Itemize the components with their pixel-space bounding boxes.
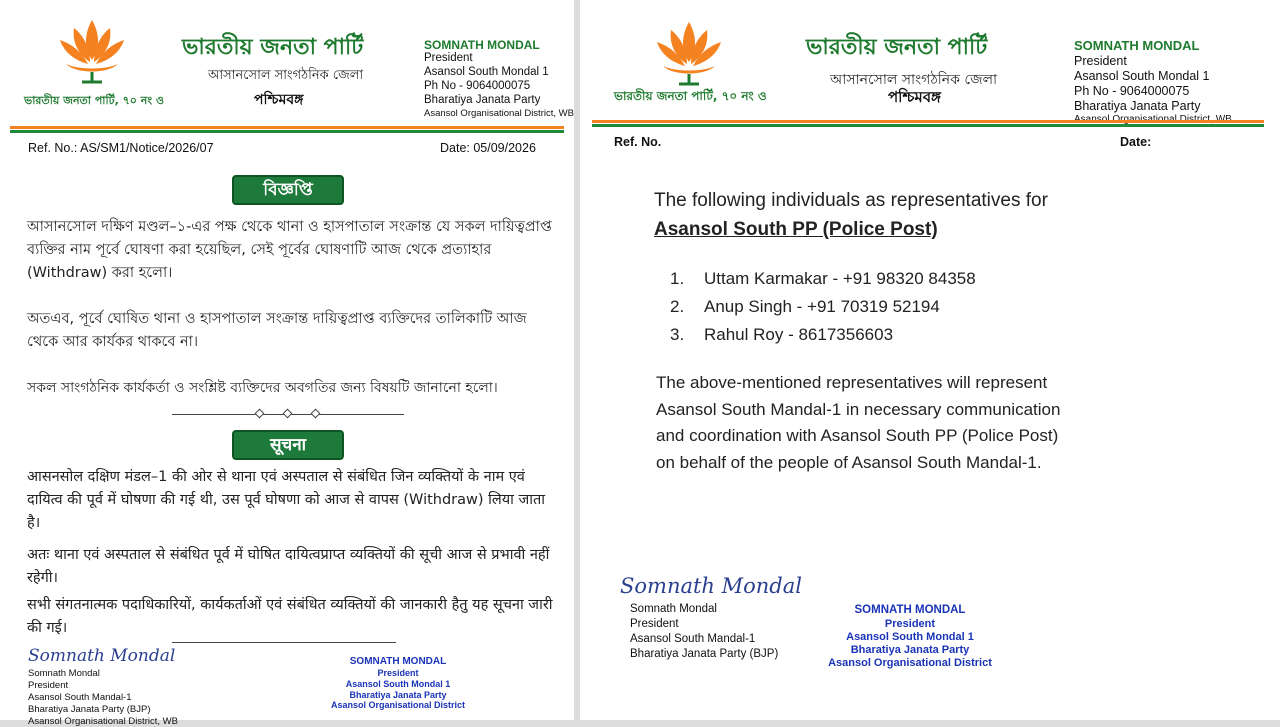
signature-block [630, 602, 778, 662]
sig-line: Somnath Mondal [28, 668, 178, 680]
sig-line: President [28, 680, 178, 692]
section-divider [172, 414, 404, 415]
signature-block [28, 668, 178, 727]
rep-row: 1. Uttam Karmakar - +91 98320 84358 [670, 265, 976, 293]
representatives-list [670, 265, 976, 349]
sig-line: Bharatiya Janata Party (BJP) [630, 647, 778, 662]
notice-page-left [0, 0, 574, 720]
stamp-line: Asansol South Mondal 1 [326, 679, 470, 690]
stamp-line: SOMNATH MONDAL [810, 604, 1010, 618]
footer-divider [172, 642, 396, 643]
ref-number: Ref. No. [614, 135, 661, 149]
rep-item: Anup Singh - +91 70319 52194 [704, 297, 940, 316]
header-contact [424, 38, 574, 119]
rep-item: Uttam Karmakar - +91 98320 84358 [704, 269, 976, 288]
header-rule-orange [10, 126, 564, 129]
header-name: SOMNATH MONDAL [424, 38, 574, 52]
header-line: Bharatiya Janata Party [424, 94, 574, 108]
stamp-line: Asansol Organisational District [810, 657, 1010, 670]
header-line: Ph No - 9064000075 [1074, 84, 1232, 99]
state-name: পশ্চিমবঙ্গ [888, 86, 941, 111]
official-stamp [326, 656, 470, 711]
header-line: Asansol South Mondal 1 [424, 66, 574, 80]
state-name: পশ্চিমবঙ্গ [254, 88, 303, 112]
sig-line: Bharatiya Janata Party (BJP) [28, 704, 178, 716]
date: Date: [1120, 135, 1151, 149]
header-line: Asansol South Mondal 1 [1074, 69, 1232, 84]
district-name: আসানসোল সাংগঠনিক জেলা [208, 66, 363, 87]
stamp-line: President [810, 618, 1010, 631]
signature: Somnath Mondal [620, 574, 802, 598]
notice-badge-bn: বিজ্ঞপ্তি [232, 175, 344, 205]
party-name: ভারতীয় জনতা পার্টি [806, 30, 987, 67]
stamp-line: Asansol South Mondal 1 [810, 631, 1010, 644]
party-name: ভারতীয় জনতা পার্টি [182, 30, 363, 67]
closing-line: and coordination with Asansol South PP (Police Post) [656, 423, 1060, 450]
header-name: SOMNATH MONDAL [1074, 38, 1232, 54]
paragraph-bn-3: সকল সাংগঠনিক কার্যকর্তা ও সংশ্লিষ্ট ব্যক্তিদের অবগতির জন্য বিষয়টি জানানো হলো। [27, 377, 567, 400]
closing-paragraph [656, 370, 1060, 476]
stamp-line: SOMNATH MONDAL [326, 656, 470, 668]
ref-number: Ref. No.: AS/SM1/Notice/2026/07 [28, 141, 214, 155]
header-line: Ph No - 9064000075 [424, 80, 574, 94]
header-line: Bharatiya Janata Party [1074, 99, 1232, 114]
sig-line: Asansol South Mandal-1 [28, 692, 178, 704]
subject: Asansol South PP (Police Post) [654, 219, 938, 241]
header-contact [1074, 38, 1232, 126]
header-rule-green [592, 124, 1264, 127]
paragraph-hi-2: अतः थाना एवं अस्पताल से संबंधित पूर्व में घोषित दायित्वप्राप्त व्यक्तियों की सूची आज से प्रभावी नहीं रहेगी। [27, 544, 555, 590]
notice-badge-hi: सूचना [232, 430, 344, 460]
sig-line: Somnath Mondal [630, 602, 778, 617]
sig-line: Asansol South Mandal-1 [630, 632, 778, 647]
header-line: Asansol Organisational District, WB [424, 108, 574, 119]
paragraph-hi-3: सभी संगतनात्मक पदाधिकारियों, कार्यकर्ताओं एवं संबंधित व्यक्तियों की जानकारी हैतु यह सूचना जारी की गई। [27, 594, 555, 640]
rep-row: 2. Anup Singh - +91 70319 52194 [670, 293, 976, 321]
district-name: আসানসোল সাংগঠনিক জেলা [830, 68, 997, 92]
closing-line: Asansol South Mandal-1 in necessary communication [656, 397, 1060, 424]
header-rule-orange [592, 120, 1264, 123]
official-stamp [810, 604, 1010, 671]
stamp-line: Asansol Organisational District [326, 700, 470, 711]
rep-row: 3. Rahul Roy - 8617356603 [670, 321, 976, 349]
sig-line: Asansol Organisational District, WB [28, 716, 178, 727]
stamp-line: Bharatiya Janata Party [326, 690, 470, 701]
header-line: President [1074, 54, 1232, 69]
closing-line: on behalf of the people of Asansol South Mandal-1. [656, 450, 1060, 477]
header-rule-green [10, 130, 564, 133]
lotus-logo-icon [650, 18, 728, 88]
intro-text: The following individuals as representatives for [654, 190, 1048, 212]
logo-caption: ভারতীয় জনতা পার্টি, ৭০ নং ও [614, 88, 767, 108]
header-line: President [424, 52, 574, 66]
lotus-logo-icon [56, 16, 128, 86]
paragraph-bn-1: আসানসোল দক্ষিণ মণ্ডল–১-এর পক্ষ থেকে থানা ও হাসপাতাল সংক্রান্ত যে সকল দায়িত্বপ্রাপ্ত ব্যক্তির নাম পূর্বে ঘোষণা করা হয়েছিল, সেই পূর্বের ঘোষণাটি আজ থেকে প্রত্যাহার (Withdraw) করা হলো। [27, 216, 555, 285]
rep-item: Rahul Roy - 8617356603 [704, 325, 893, 344]
closing-line: The above-mentioned representatives will represent [656, 370, 1060, 397]
sig-line: President [630, 617, 778, 632]
stamp-line: President [326, 668, 470, 679]
notice-page-right [580, 0, 1280, 720]
logo-caption: ভারতীয় জনতা পার্টি, ৭০ নং ও [24, 92, 164, 111]
date: Date: 05/09/2026 [440, 141, 536, 155]
signature: Somnath Mondal [28, 646, 175, 666]
paragraph-bn-2: অতএব, পূর্বে ঘোষিত থানা ও হাসপাতাল সংক্রান্ত দায়িত্বপ্রাপ্ত ব্যক্তিদের তালিকাটি আজ থেকে আর কার্যকর থাকবে না। [27, 308, 555, 354]
paragraph-hi-1: आसनसोल दक्षिण मंडल–1 की ओर से थाना एवं अस्पताल से संबंधित जिन व्यक्तियों के नाम एवं दायित्व की पूर्व में घोषणा की गई थी, उस पूर्व घोषणा को आज से वापस (Withdraw) लिया जाता है। [27, 466, 555, 535]
stamp-line: Bharatiya Janata Party [810, 644, 1010, 657]
